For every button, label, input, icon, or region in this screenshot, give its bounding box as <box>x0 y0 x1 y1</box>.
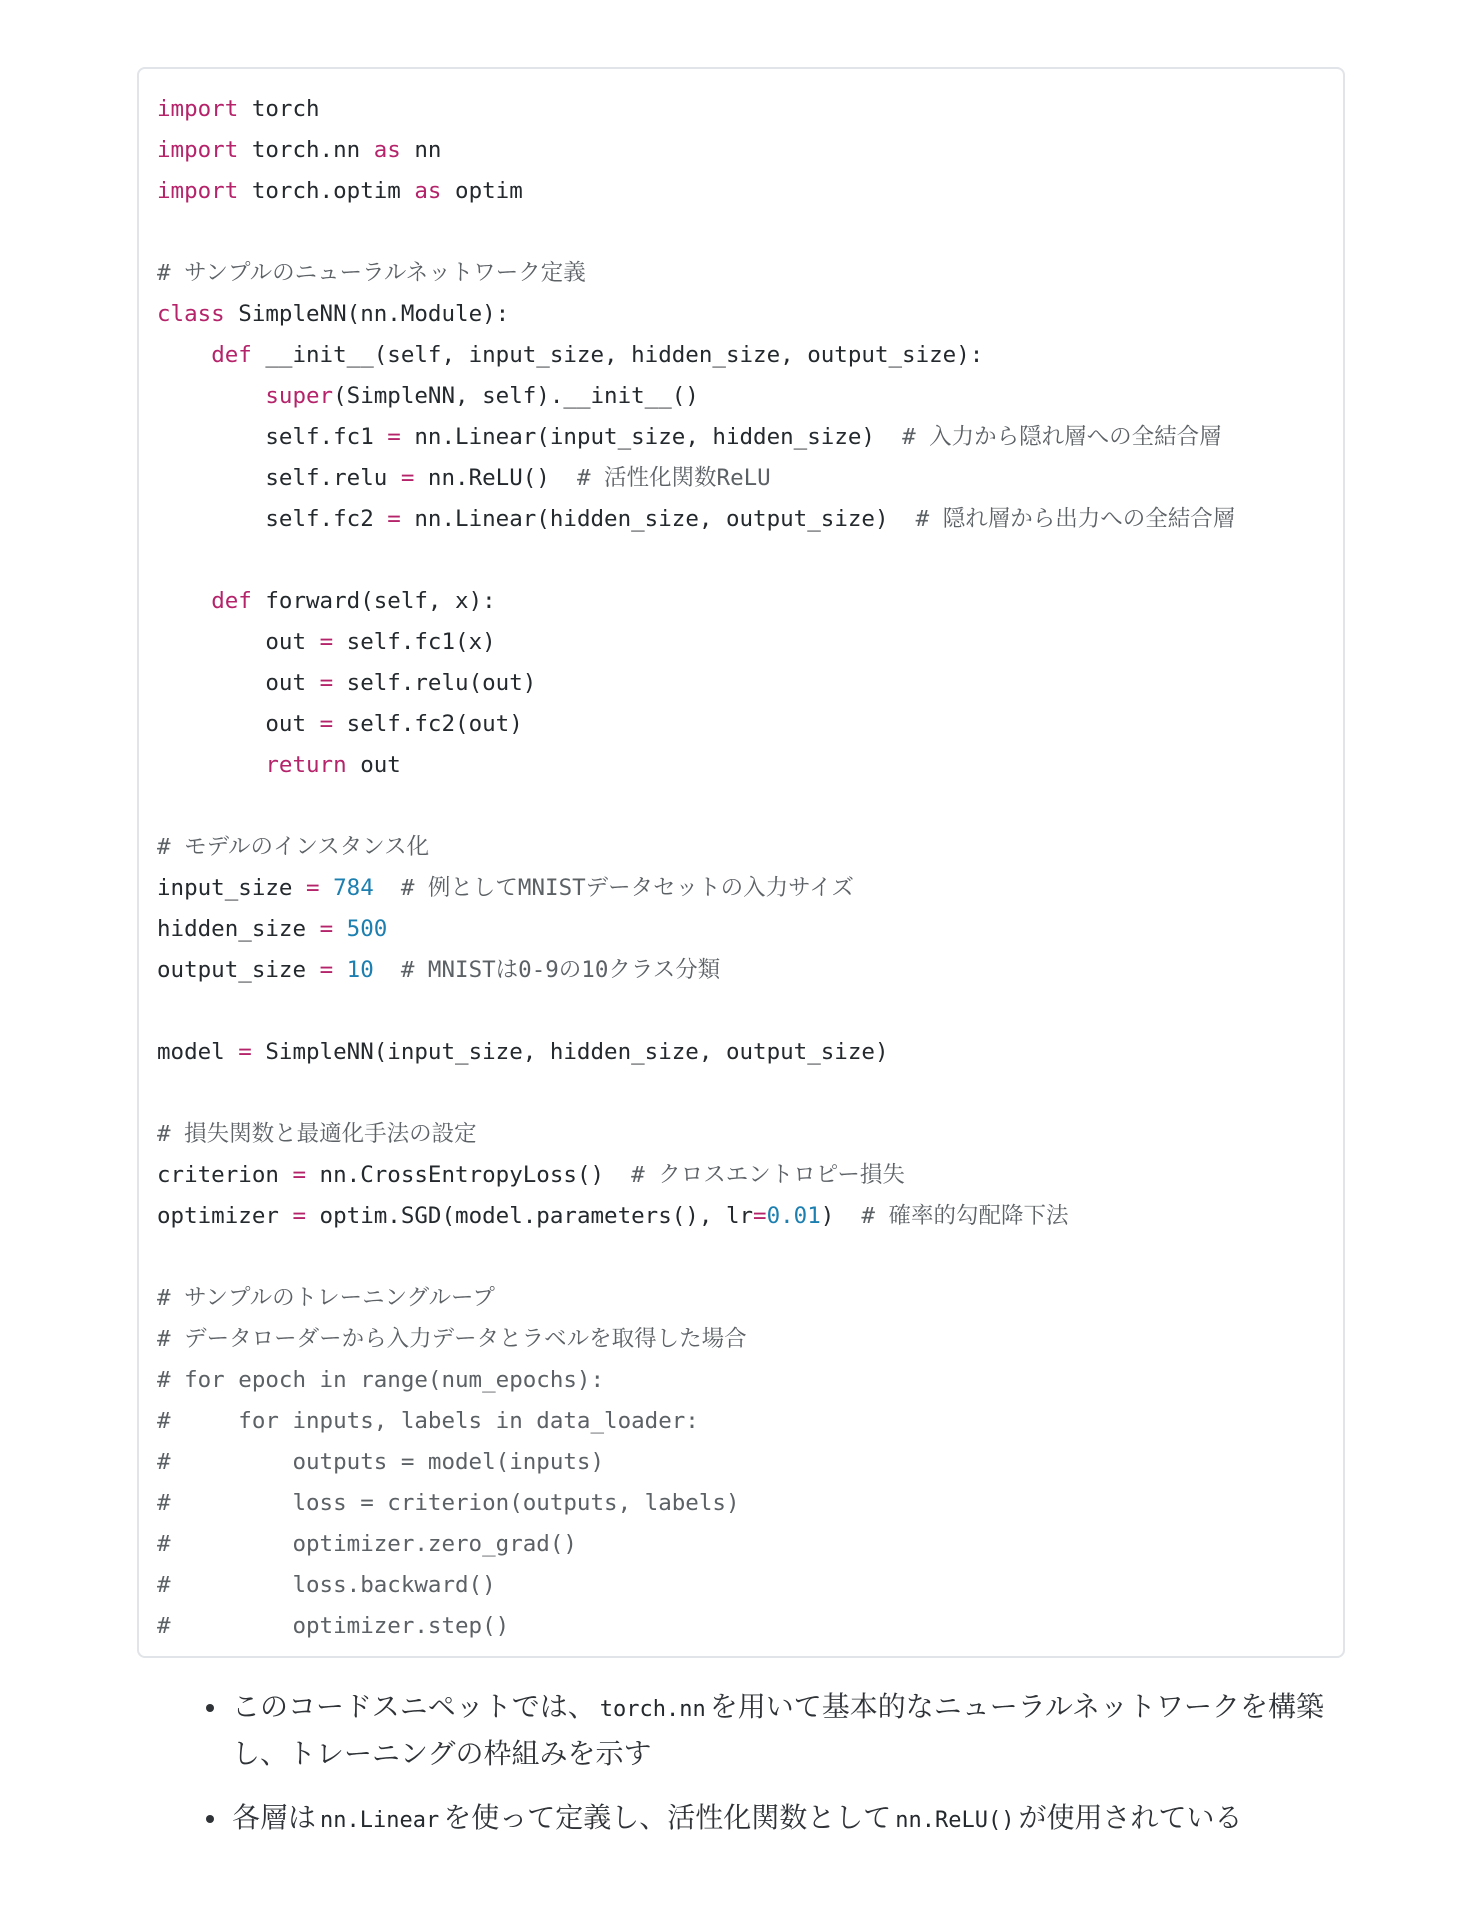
code-text <box>374 957 401 983</box>
code-line <box>157 1032 1325 1073</box>
code-line <box>157 581 1325 622</box>
code-line <box>157 171 1325 212</box>
code-line <box>157 745 1325 786</box>
code-text: SimpleNN(input_size, hidden_size, output_size) <box>251 1039 889 1065</box>
code-keyword: import <box>157 178 239 204</box>
bullet-text: 各層は <box>232 1801 317 1834</box>
code-text <box>157 752 265 778</box>
code-text: input_size <box>157 875 307 901</box>
bullet-item <box>200 1685 1350 1776</box>
code-text: forward(self, x): <box>251 588 496 614</box>
code-keyword: import <box>157 96 239 122</box>
code-text: optimizer <box>157 1203 293 1229</box>
code-line <box>157 1606 1325 1647</box>
code-line <box>157 786 1325 827</box>
code-number: 500 <box>346 916 388 942</box>
inline-code: nn.ReLU() <box>895 1808 1015 1833</box>
code-line <box>157 89 1325 130</box>
code-line <box>157 540 1325 581</box>
code-number: 784 <box>333 875 374 901</box>
bullet-text: が使用されている <box>1018 1801 1243 1834</box>
code-line <box>157 1319 1325 1360</box>
code-keyword: = <box>753 1203 767 1229</box>
code-text: SimpleNN(nn.Module): <box>224 301 510 327</box>
code-line <box>157 1155 1325 1196</box>
code-keyword: = <box>319 670 334 696</box>
bullet-text: を使って定義し、活性化関数として <box>443 1801 892 1834</box>
code-keyword: = <box>238 1039 252 1065</box>
code-line <box>157 499 1325 540</box>
code-line <box>157 827 1325 868</box>
code-text: optim <box>441 178 523 204</box>
code-text: optim.SGD(model.parameters(), lr <box>306 1203 754 1229</box>
code-text: out <box>157 670 320 696</box>
code-text: nn.Linear(hidden_size, output_size) <box>400 506 916 532</box>
code-text: (SimpleNN, self).__init__() <box>333 383 699 409</box>
code-text: self.relu(out) <box>333 670 537 696</box>
inline-code: nn.Linear <box>320 1808 440 1833</box>
code-line <box>157 1401 1325 1442</box>
code-comment: # for inputs, labels in data_loader: <box>157 1408 699 1434</box>
code-keyword: = <box>319 957 334 983</box>
code-text: self.fc1(x) <box>333 629 496 655</box>
code-text: __init__(self, input_size, hidden_size, output_size): <box>251 342 984 368</box>
code-comment: # 隠れ層から出力への全結合層 <box>915 506 1236 532</box>
code-line <box>157 868 1325 909</box>
code-line <box>157 950 1325 991</box>
bullet-dot-icon <box>206 1815 214 1823</box>
code-keyword: = <box>292 1162 307 1188</box>
code-line <box>157 1442 1325 1483</box>
code-text: criterion <box>157 1162 293 1188</box>
code-line <box>157 1483 1325 1524</box>
code-text <box>333 957 347 983</box>
code-text: nn.Linear(input_size, hidden_size) <box>400 424 903 450</box>
code-text: out <box>157 629 320 655</box>
code-line <box>157 417 1325 458</box>
bullet-dot-icon <box>206 1704 214 1712</box>
code-keyword: = <box>319 711 334 737</box>
code-comment: # 確率的勾配降下法 <box>861 1203 1069 1229</box>
code-text: nn.ReLU() <box>414 465 577 491</box>
code-comment: # for epoch in range(num_epochs): <box>157 1367 605 1393</box>
code-line <box>157 1114 1325 1155</box>
code-line <box>157 663 1325 704</box>
code-text <box>320 875 334 901</box>
code-keyword: def <box>211 342 252 368</box>
code-keyword: super <box>265 383 334 409</box>
code-comment: # optimizer.zero_grad() <box>157 1531 577 1557</box>
code-line <box>157 909 1325 950</box>
code-line <box>157 212 1325 253</box>
code-keyword: class <box>157 301 225 327</box>
code-comment: # 入力から隠れ層への全結合層 <box>902 424 1222 450</box>
code-comment: # モデルのインスタンス化 <box>157 834 430 860</box>
code-comment: # クロスエントロピー損失 <box>631 1162 905 1188</box>
code-text: torch <box>238 96 320 122</box>
code-text: ) <box>820 1203 862 1229</box>
code-line <box>157 376 1325 417</box>
code-comment: # loss = criterion(outputs, labels) <box>157 1490 740 1516</box>
code-keyword: = <box>319 629 334 655</box>
code-keyword: return <box>265 752 347 778</box>
code-keyword: = <box>387 424 401 450</box>
code-number: 10 <box>346 957 374 983</box>
code-comment: # サンプルのニューラルネットワーク定義 <box>157 260 586 286</box>
code-comment: # 活性化関数ReLU <box>576 465 771 491</box>
inline-code: torch.nn <box>599 1697 706 1722</box>
code-keyword: = <box>306 875 320 901</box>
code-text <box>374 875 401 901</box>
code-comment: # 例としてMNISTデータセットの入力サイズ <box>400 875 854 901</box>
bullet-text: を用いて基本的なニューラルネットワークを構築し、トレーニングの枠組みを示す <box>232 1690 1325 1770</box>
code-keyword: = <box>400 465 415 491</box>
bullet-item <box>200 1796 1350 1843</box>
code-comment: # optimizer.step() <box>157 1613 510 1639</box>
code-comment: # MNISTは0-9の10クラス分類 <box>400 957 721 983</box>
code-text <box>157 588 211 614</box>
code-text: nn <box>400 137 442 163</box>
code-text: output_size <box>157 957 320 983</box>
code-line <box>157 991 1325 1032</box>
code-text: torch.optim <box>238 178 415 204</box>
code-text: hidden_size <box>157 916 320 942</box>
code-number: 0.01 <box>766 1203 821 1229</box>
code-comment: # データローダーから入力データとラベルを取得した場合 <box>157 1326 747 1352</box>
code-text: out <box>157 711 320 737</box>
code-text: out <box>346 752 401 778</box>
bullet-list <box>200 1685 1350 1863</box>
code-keyword: = <box>319 916 334 942</box>
code-comment: # loss.backward() <box>157 1572 496 1598</box>
code-text: self.fc2 <box>157 506 388 532</box>
code-line <box>157 1360 1325 1401</box>
code-text: self.fc2(out) <box>333 711 523 737</box>
code-line <box>157 1196 1325 1237</box>
code-comment: # outputs = model(inputs) <box>157 1449 605 1475</box>
code-keyword: = <box>292 1203 307 1229</box>
code-line <box>157 130 1325 171</box>
code-text <box>157 342 211 368</box>
code-text: torch.nn <box>238 137 374 163</box>
code-line <box>157 294 1325 335</box>
code-line <box>157 335 1325 376</box>
code-comment: # サンプルのトレーニングループ <box>157 1285 495 1311</box>
code-text: self.fc1 <box>157 424 388 450</box>
code-line <box>157 704 1325 745</box>
code-block <box>137 67 1345 1658</box>
code-line <box>157 253 1325 294</box>
code-text: nn.CrossEntropyLoss() <box>306 1162 632 1188</box>
code-keyword: as <box>373 137 401 163</box>
code-line <box>157 458 1325 499</box>
code-line <box>157 1565 1325 1606</box>
code-text: self.relu <box>157 465 401 491</box>
code-keyword: def <box>211 588 252 614</box>
code-line <box>157 1278 1325 1319</box>
code-line <box>157 622 1325 663</box>
code-keyword: = <box>387 506 401 532</box>
code-comment: # 損失関数と最適化手法の設定 <box>157 1121 477 1147</box>
code-line <box>157 1237 1325 1278</box>
code-keyword: import <box>157 137 239 163</box>
code-text <box>333 916 347 942</box>
code-text <box>157 383 265 409</box>
code-text: model <box>157 1039 239 1065</box>
code-line <box>157 1524 1325 1565</box>
code-keyword: as <box>414 178 442 204</box>
bullet-text: このコードスニペットでは、 <box>232 1690 596 1723</box>
code-line <box>157 1073 1325 1114</box>
